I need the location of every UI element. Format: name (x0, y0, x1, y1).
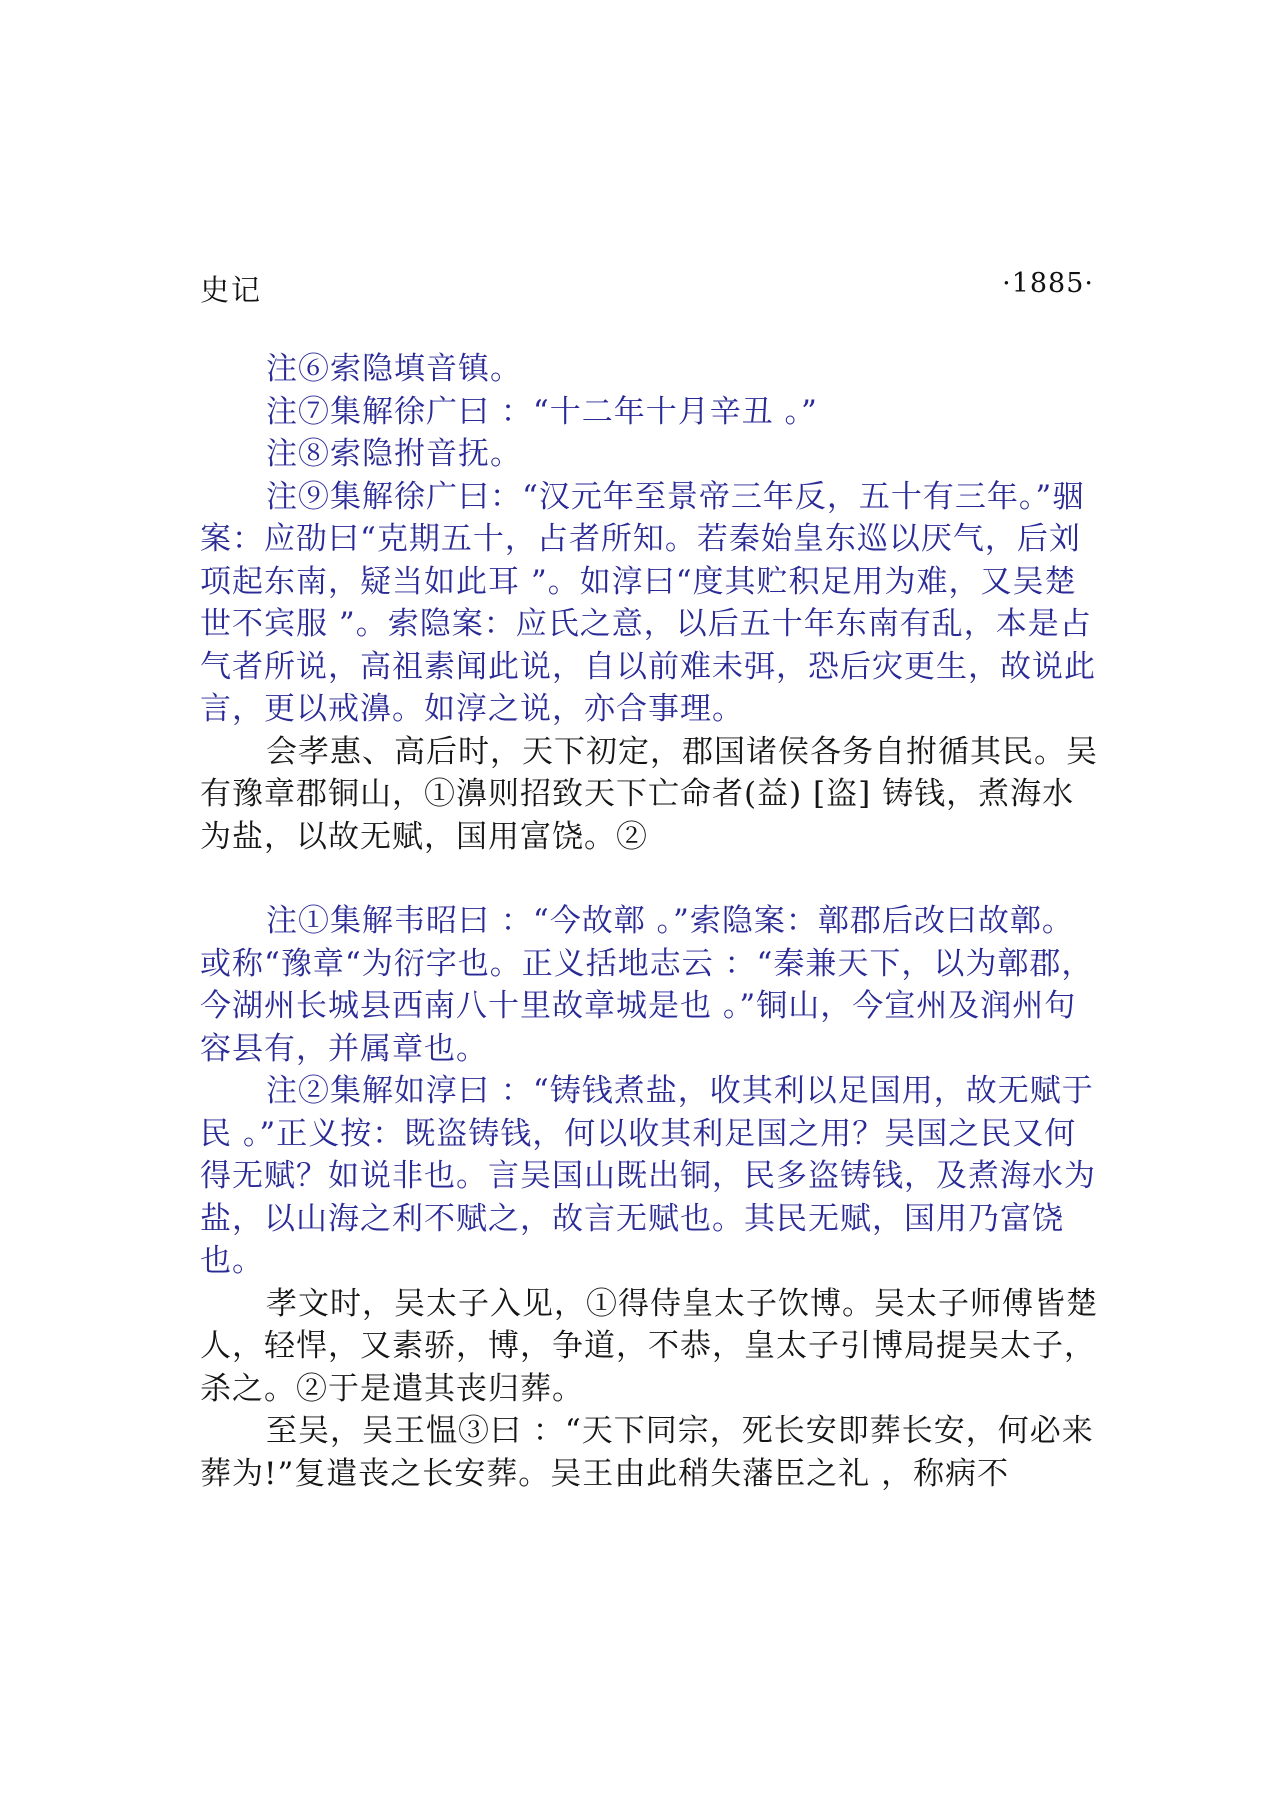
main-text-paragraph: 会孝惠、高后时，天下初定，郡国诸侯各务自拊循其民。吴有豫章郡铜山，①濞则招致天下亡命者(益) [盗] 铸钱，煮海水为盐，以故无赋，国用富饶。② (200, 733, 1098, 855)
page-body (200, 348, 1100, 1495)
annotation-note-1: 注①集解韦昭曰 ：“今故鄣 。”索隐案：鄣郡后改曰故鄣。或称“豫章“为衍字也。正义括地志云 ：“秦兼天下，以为鄣郡，今湖州长城县西南八十里故章城是也 。”铜山，今宣州及润州句容县有，并属章也。 (200, 903, 1094, 1067)
page-number: ·1885· (1002, 268, 1094, 299)
paragraph-gap (200, 858, 1100, 900)
main-text-paragraph: 孝文时，吴太子入见，①得侍皇太子饮博。吴太子师傅皆楚人，轻悍，又素骄，博，争道，不恭，皇太子引博局提吴太子，杀之。②于是遣其丧归葬。 (200, 1285, 1098, 1407)
annotation-note-6: 注⑥索隐填音镇。 (266, 351, 522, 387)
annotation-note-9: 注⑨集解徐广曰：“汉元年至景帝三年反，五十有三年。”骃案：应劭曰“克期五十，占者所知。若秦始皇东巡以厌气，后刘项起东南，疑当如此耳 ”。如淳曰“度其贮积足用为难，又吴楚世不宾服 ”。索隐案：应氏之意，以后五十年东南有乱，本是占气者所说，高祖素闻此说，自以前难未弭，恐后灾更生，故说此言，更以戒濞。如淳之说，亦合事理。 (200, 478, 1096, 727)
main-text-paragraph: 至吴，吴王愠③曰 ：“天下同宗，死长安即葬长安，何必来葬为!”复遣丧之长安葬。吴王由此稍失藩臣之礼 ，称病不 (200, 1413, 1094, 1492)
annotation-note-2: 注②集解如淳曰 ：“铸钱煮盐，收其利以足国用，故无赋于民 。”正义按：既盗铸钱，何以收其利足国之用？吴国之民又何得无赋？如说非也。言吴国山既出铜，民多盗铸钱，及煮海水为盐，以山海之利不赋之，故言无赋也。其民无赋，国用乃富饶也。 (200, 1073, 1096, 1279)
book-title: 史记 (200, 273, 263, 307)
page-header (200, 268, 1094, 308)
annotation-note-7: 注⑦集解徐广曰 ：“十二年十月辛丑 。” (266, 393, 818, 430)
annotation-note-8: 注⑧索隐拊音抚。 (266, 436, 522, 472)
